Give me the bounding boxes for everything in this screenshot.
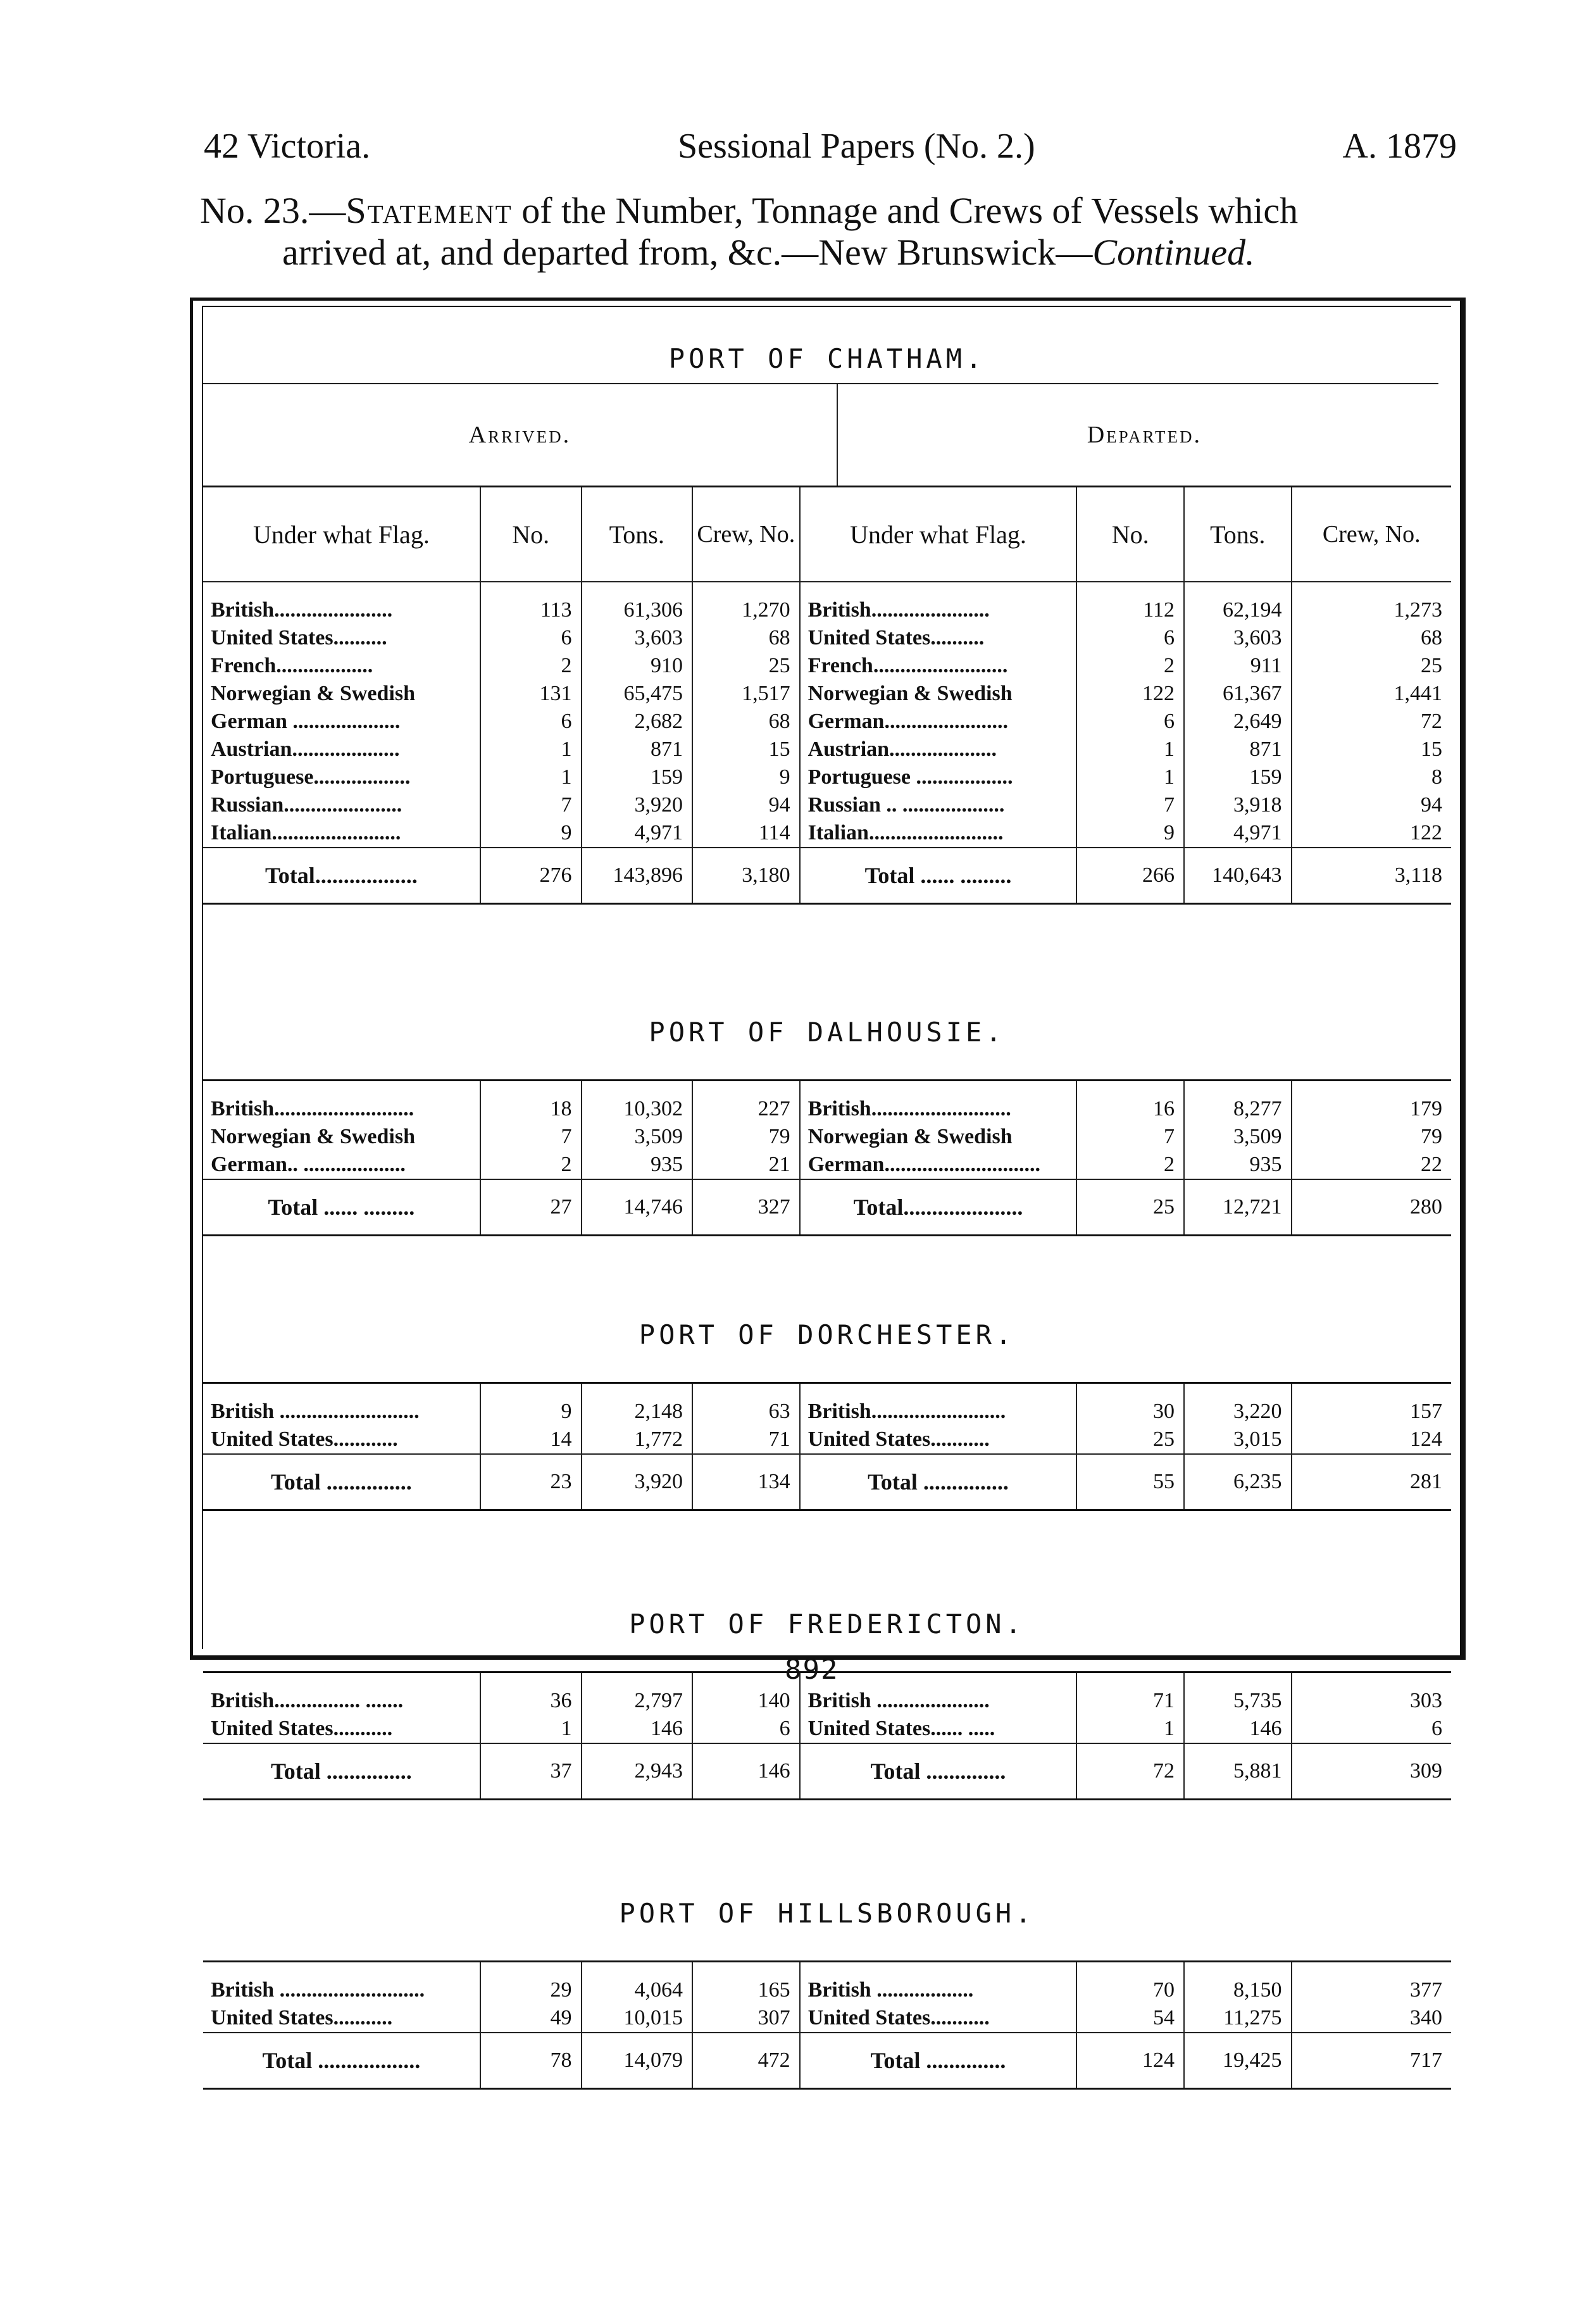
departed-crew-cell: 79	[1421, 1125, 1442, 1148]
arrived-flag-cell: Austrian....................	[203, 736, 480, 763]
arrived-tons-cell: 146	[582, 1715, 693, 1743]
arrived-total-label: Total ...............	[203, 1455, 480, 1509]
arrived-crew-cell: 94	[692, 791, 800, 819]
arrived-tons-cell: 61,306	[582, 596, 693, 624]
departed-flag-cell: British......................	[800, 596, 1077, 624]
departed-tons-cell: 3,509	[1184, 1123, 1292, 1151]
departed-no-cell: 9	[1076, 819, 1184, 847]
arrived-total-no: 27	[480, 1180, 582, 1234]
arrived-total-crew: 134	[692, 1455, 800, 1509]
col-flag-departed: Under what Flag.	[800, 487, 1077, 581]
arrived-flag-cell: Italian........................	[203, 819, 480, 847]
arrived-tons-cell: 10,015	[582, 2004, 693, 2032]
running-header	[204, 124, 1457, 168]
departed-flag-cell: British .....................	[800, 1687, 1077, 1715]
port-dorchester-title-wrap	[203, 1287, 1451, 1382]
port-total-table	[203, 1455, 1451, 1509]
arrived-total-tons: 143,896	[582, 848, 693, 903]
departed-no-cell: 6	[1076, 624, 1184, 652]
departed-no-cell: 2	[1076, 1151, 1184, 1179]
departed-crew-cell: 94	[1421, 793, 1442, 817]
departed-no-cell: 6	[1076, 708, 1184, 736]
col-crew-arrived: Crew, No.	[692, 487, 800, 581]
departed-flag-cell: United States...... .....	[800, 1715, 1077, 1743]
arrived-total-label: Total ...... .........	[203, 1180, 480, 1234]
arrived-tons-cell: 871	[582, 736, 693, 763]
arrived-no-cell: 1	[480, 763, 582, 791]
arrived-tons-cell: 3,509	[582, 1123, 693, 1151]
port-rows-table	[203, 582, 1451, 847]
arrived-tons-cell: 2,148	[582, 1398, 693, 1426]
departed-total-no: 266	[1076, 848, 1184, 903]
port-chatham-section	[203, 307, 1451, 905]
arrived-total-no: 276	[480, 848, 582, 903]
arrived-crew-cell: 79	[692, 1123, 800, 1151]
arrived-flag-cell: United States...........	[203, 1715, 480, 1743]
table-row	[203, 1687, 1451, 1715]
arrived-flag-cell: United States..........	[203, 624, 480, 652]
arrived-total-crew: 3,180	[692, 848, 800, 903]
departed-flag-cell: British ..................	[800, 1976, 1077, 2004]
table-caption	[200, 190, 1491, 273]
departed-tons-cell: 2,649	[1184, 708, 1292, 736]
arrived-no-cell: 29	[480, 1976, 582, 2004]
table-row	[203, 763, 1451, 791]
departed-flag-cell: Russian .. ...................	[800, 791, 1077, 819]
arrived-total-crew: 472	[692, 2033, 800, 2088]
departed-tons-cell: 3,015	[1184, 1426, 1292, 1453]
departed-tons-cell: 61,367	[1184, 680, 1292, 708]
departed-total-no: 55	[1076, 1455, 1184, 1509]
port-rows-table	[203, 1384, 1451, 1453]
table-row	[203, 819, 1451, 847]
departed-tons-cell: 8,150	[1184, 1976, 1292, 2004]
departed-tons-cell: 871	[1184, 736, 1292, 763]
arrived-crew-cell: 307	[692, 2004, 800, 2032]
col-flag-arrived: Under what Flag.	[203, 487, 480, 581]
departed-flag-cell: British..........................	[800, 1095, 1077, 1123]
arrived-crew-cell: 165	[692, 1976, 800, 2004]
departed-flag-cell: United States...........	[800, 1426, 1077, 1453]
table-row	[203, 624, 1451, 652]
port-total-table	[203, 2033, 1451, 2088]
arrived-crew-cell: 15	[692, 736, 800, 763]
arrived-flag-cell: Russian......................	[203, 791, 480, 819]
arrived-no-cell: 6	[480, 624, 582, 652]
departed-no-cell: 1	[1076, 1715, 1184, 1743]
arrived-crew-cell: 9	[692, 763, 800, 791]
arrived-crew-cell: 71	[692, 1426, 800, 1453]
col-no-arrived: No.	[480, 487, 582, 581]
departed-flag-cell: Norwegian & Swedish	[800, 1123, 1077, 1151]
departed-crew-cell: 22	[1421, 1153, 1442, 1176]
arrived-no-cell: 2	[480, 1151, 582, 1179]
departed-tons-cell: 11,275	[1184, 2004, 1292, 2032]
arrived-flag-cell: British ..........................	[203, 1398, 480, 1426]
departed-total-crew: 281	[1410, 1470, 1442, 1493]
departed-no-cell: 2	[1076, 652, 1184, 680]
departed-total-crew: 280	[1410, 1195, 1442, 1219]
port-total-table	[203, 1180, 1451, 1234]
arrived-crew-cell: 68	[692, 708, 800, 736]
arrived-tons-cell: 10,302	[582, 1095, 693, 1123]
arrived-flag-cell: Norwegian & Swedish	[203, 680, 480, 708]
departed-total-label: Total ..............	[800, 2033, 1077, 2088]
col-no-departed: No.	[1076, 487, 1184, 581]
arrived-tons-cell: 1,772	[582, 1426, 693, 1453]
departed-tons-cell: 4,971	[1184, 819, 1292, 847]
arrived-no-cell: 131	[480, 680, 582, 708]
table-row	[203, 708, 1451, 736]
arrived-total-no: 23	[480, 1455, 582, 1509]
total-row	[203, 1744, 1451, 1798]
departed-crew-cell: 122	[1410, 821, 1442, 844]
arrived-total-tons: 2,943	[582, 1744, 693, 1798]
departed-total-tons: 5,881	[1184, 1744, 1292, 1798]
arrived-flag-cell: British..........................	[203, 1095, 480, 1123]
departed-total-crew: 717	[1410, 2048, 1442, 2072]
port-fredericton-body	[203, 1673, 1451, 1800]
departed-total-label: Total ...............	[800, 1455, 1077, 1509]
departed-crew-cell: 303	[1410, 1689, 1442, 1712]
departed-flag-cell: United States...........	[800, 2004, 1077, 2032]
arrived-no-cell: 36	[480, 1687, 582, 1715]
table-row	[203, 596, 1451, 624]
col-tons-arrived: Tons.	[582, 487, 693, 581]
departed-crew-cell: 25	[1421, 654, 1442, 677]
port-chatham-body	[203, 582, 1451, 905]
departed-flag-cell: Portuguese ..................	[800, 763, 1077, 791]
arrived-total-label: Total ...............	[203, 1744, 480, 1798]
table-row	[203, 1123, 1451, 1151]
arrived-tons-cell: 3,920	[582, 791, 693, 819]
departed-tons-cell: 911	[1184, 652, 1292, 680]
port-rows-table	[203, 1081, 1451, 1179]
arrived-no-cell: 14	[480, 1426, 582, 1453]
arrived-no-cell: 2	[480, 652, 582, 680]
table-row	[203, 652, 1451, 680]
table-row	[203, 2004, 1451, 2032]
arrived-no-cell: 9	[480, 1398, 582, 1426]
arrived-tons-cell: 3,603	[582, 624, 693, 652]
departed-no-cell: 30	[1076, 1398, 1184, 1426]
table-row	[203, 1398, 1451, 1426]
arrived-crew-cell: 25	[692, 652, 800, 680]
port-chatham-title: PORT OF CHATHAM.	[668, 343, 986, 374]
header-left: 42 Victoria.	[204, 127, 371, 166]
departed-flag-cell: German.......................	[800, 708, 1077, 736]
departed-crew-cell: 15	[1421, 737, 1442, 761]
arrived-flag-cell: Portuguese..................	[203, 763, 480, 791]
port-dorchester-body	[203, 1384, 1451, 1511]
departed-tons-cell: 3,603	[1184, 624, 1292, 652]
arrived-total-tons: 3,920	[582, 1455, 693, 1509]
departed-total-tons: 6,235	[1184, 1455, 1292, 1509]
port-rows-table	[203, 1962, 1451, 2032]
departed-crew-cell: 179	[1410, 1097, 1442, 1120]
table-row	[203, 1426, 1451, 1453]
arrived-crew-cell: 140	[692, 1687, 800, 1715]
col-crew-departed: Crew, No.	[1322, 521, 1421, 548]
departed-crew-cell: 8	[1431, 765, 1442, 789]
total-row	[203, 1180, 1451, 1234]
departed-flag-cell: Austrian....................	[800, 736, 1077, 763]
port-dorchester-section	[203, 1287, 1451, 1511]
port-hillsborough-section	[203, 1866, 1451, 2090]
caption-line-2	[200, 232, 1491, 273]
departed-no-cell: 112	[1076, 596, 1184, 624]
arrived-crew-cell: 227	[692, 1095, 800, 1123]
departed-tons-cell: 935	[1184, 1151, 1292, 1179]
port-chatham-title-wrap	[203, 307, 1451, 383]
departed-no-cell: 122	[1076, 680, 1184, 708]
arrived-flag-cell: British......................	[203, 596, 480, 624]
table-row	[203, 1715, 1451, 1743]
departed-crew-cell: 340	[1410, 2006, 1442, 2029]
port-total-table	[203, 1744, 1451, 1798]
arrived-tons-cell: 4,064	[582, 1976, 693, 2004]
header-center: Sessional Papers (No. 2.)	[678, 127, 1035, 166]
departed-crew-cell: 1,273	[1393, 598, 1442, 622]
port-dalhousie-section	[203, 984, 1451, 1236]
arrived-total-crew: 146	[692, 1744, 800, 1798]
departed-tons-cell: 5,735	[1184, 1687, 1292, 1715]
col-tons-departed: Tons.	[1184, 487, 1292, 581]
departed-tons-cell: 146	[1184, 1715, 1292, 1743]
departed-total-label: Total.....................	[800, 1180, 1077, 1234]
arrived-crew-cell: 21	[692, 1151, 800, 1179]
total-row	[203, 1455, 1451, 1509]
departed-total-label: Total ..............	[800, 1744, 1077, 1798]
port-dalhousie-body	[203, 1081, 1451, 1236]
arrived-total-crew: 327	[692, 1180, 800, 1234]
arrived-no-cell: 1	[480, 1715, 582, 1743]
caption-line-1	[200, 190, 1491, 232]
header-right: A. 1879	[1342, 127, 1457, 166]
departed-tons-cell: 159	[1184, 763, 1292, 791]
arrived-flag-cell: United States............	[203, 1426, 480, 1453]
arrived-tons-cell: 2,682	[582, 708, 693, 736]
table-row	[203, 1151, 1451, 1179]
arrived-no-cell: 6	[480, 708, 582, 736]
table-row	[203, 791, 1451, 819]
departed-tons-cell: 3,220	[1184, 1398, 1292, 1426]
port-fredericton-section	[203, 1576, 1451, 1800]
arrived-crew-cell: 114	[692, 819, 800, 847]
departed-total-crew: 3,118	[1394, 863, 1442, 887]
arrived-tons-cell: 65,475	[582, 680, 693, 708]
departed-flag-cell: Norwegian & Swedish	[800, 680, 1077, 708]
caption-line2-text: arrived at, and departed from, &c.—New Brunswick—	[282, 232, 1093, 273]
port-hillsborough-title-wrap	[203, 1866, 1451, 1960]
port-dalhousie-title-wrap	[203, 984, 1451, 1079]
table-row	[203, 1095, 1451, 1123]
departed-no-cell: 70	[1076, 1976, 1184, 2004]
arrived-flag-cell: German ....................	[203, 708, 480, 736]
departed-flag-cell: French.........................	[800, 652, 1077, 680]
total-row	[203, 848, 1451, 903]
departed-crew-cell: 1,441	[1393, 682, 1442, 705]
departed-total-tons: 140,643	[1184, 848, 1292, 903]
arrived-tons-cell: 2,797	[582, 1687, 693, 1715]
arrived-crew-cell: 63	[692, 1398, 800, 1426]
departed-flag-cell: Italian.........................	[800, 819, 1077, 847]
arrived-no-cell: 1	[480, 736, 582, 763]
port-total-table	[203, 848, 1451, 903]
arrived-no-cell: 49	[480, 2004, 582, 2032]
arrived-header: Arrived.	[203, 384, 837, 486]
table-row	[203, 680, 1451, 708]
arrived-flag-cell: United States...........	[203, 2004, 480, 2032]
arrived-crew-cell: 6	[692, 1715, 800, 1743]
departed-crew-cell: 72	[1421, 710, 1442, 733]
caption-number: No. 23.—	[200, 190, 346, 231]
arrived-no-cell: 113	[480, 596, 582, 624]
table-row	[203, 736, 1451, 763]
arrived-no-cell: 7	[480, 791, 582, 819]
departed-crew-cell: 6	[1431, 1717, 1442, 1740]
departed-no-cell: 25	[1076, 1426, 1184, 1453]
arrived-total-tons: 14,079	[582, 2033, 693, 2088]
table-row	[203, 1976, 1451, 2004]
caption-continued: Continued.	[1092, 232, 1255, 273]
arrived-tons-cell: 4,971	[582, 819, 693, 847]
page-number: 892	[785, 1653, 839, 1686]
departed-no-cell: 16	[1076, 1095, 1184, 1123]
arrived-crew-cell: 1,517	[692, 680, 800, 708]
departed-no-cell: 1	[1076, 763, 1184, 791]
arrived-total-no: 37	[480, 1744, 582, 1798]
departed-no-cell: 71	[1076, 1687, 1184, 1715]
departed-total-no: 25	[1076, 1180, 1184, 1234]
departed-total-crew: 309	[1410, 1759, 1442, 1783]
arrived-flag-cell: German.. ...................	[203, 1151, 480, 1179]
departed-no-cell: 1	[1076, 736, 1184, 763]
arrived-crew-cell: 68	[692, 624, 800, 652]
arrived-no-cell: 18	[480, 1095, 582, 1123]
arrived-flag-cell: Norwegian & Swedish	[203, 1123, 480, 1151]
arrived-tons-cell: 935	[582, 1151, 693, 1179]
arrived-departed-header	[203, 384, 1451, 486]
arrived-crew-cell: 1,270	[692, 596, 800, 624]
departed-crew-cell: 157	[1410, 1400, 1442, 1423]
total-row	[203, 2033, 1451, 2088]
departed-tons-cell: 3,918	[1184, 791, 1292, 819]
departed-no-cell: 54	[1076, 2004, 1184, 2032]
arrived-flag-cell: British ...........................	[203, 1976, 480, 2004]
arrived-tons-cell: 159	[582, 763, 693, 791]
arrived-tons-cell: 910	[582, 652, 693, 680]
arrived-total-label: Total ..................	[203, 2033, 480, 2088]
port-dalhousie-title: PORT OF DALHOUSIE.	[649, 1016, 1006, 1048]
port-dorchester-title: PORT OF DORCHESTER.	[639, 1319, 1016, 1350]
departed-total-no: 124	[1076, 2033, 1184, 2088]
arrived-total-label: Total..................	[203, 848, 480, 903]
arrived-flag-cell: British................ .......	[203, 1687, 480, 1715]
departed-crew-cell: 377	[1410, 1978, 1442, 2002]
departed-header: Departed.	[1087, 422, 1202, 448]
departed-tons-cell: 62,194	[1184, 596, 1292, 624]
arrived-no-cell: 9	[480, 819, 582, 847]
arrived-total-tons: 14,746	[582, 1180, 693, 1234]
departed-tons-cell: 8,277	[1184, 1095, 1292, 1123]
departed-crew-cell: 68	[1421, 626, 1442, 649]
caption-line1-rest: of the Number, Tonnage and Crews of Vessels which	[521, 190, 1299, 231]
departed-flag-cell: United States..........	[800, 624, 1077, 652]
departed-crew-cell: 124	[1410, 1427, 1442, 1451]
column-header-row	[203, 487, 1451, 581]
port-fredericton-title: PORT OF FREDERICTON.	[629, 1608, 1025, 1640]
departed-flag-cell: British.........................	[800, 1398, 1077, 1426]
departed-no-cell: 7	[1076, 791, 1184, 819]
port-hillsborough-body	[203, 1962, 1451, 2090]
port-hillsborough-title: PORT OF HILLSBOROUGH.	[619, 1897, 1035, 1929]
departed-total-tons: 19,425	[1184, 2033, 1292, 2088]
departed-total-no: 72	[1076, 1744, 1184, 1798]
departed-total-label: Total ...... .........	[800, 848, 1077, 903]
departed-flag-cell: German.............................	[800, 1151, 1077, 1179]
arrived-no-cell: 7	[480, 1123, 582, 1151]
departed-total-tons: 12,721	[1184, 1180, 1292, 1234]
arrived-flag-cell: French..................	[203, 652, 480, 680]
arrived-total-no: 78	[480, 2033, 582, 2088]
caption-statement: Statement	[346, 190, 513, 231]
departed-no-cell: 7	[1076, 1123, 1184, 1151]
